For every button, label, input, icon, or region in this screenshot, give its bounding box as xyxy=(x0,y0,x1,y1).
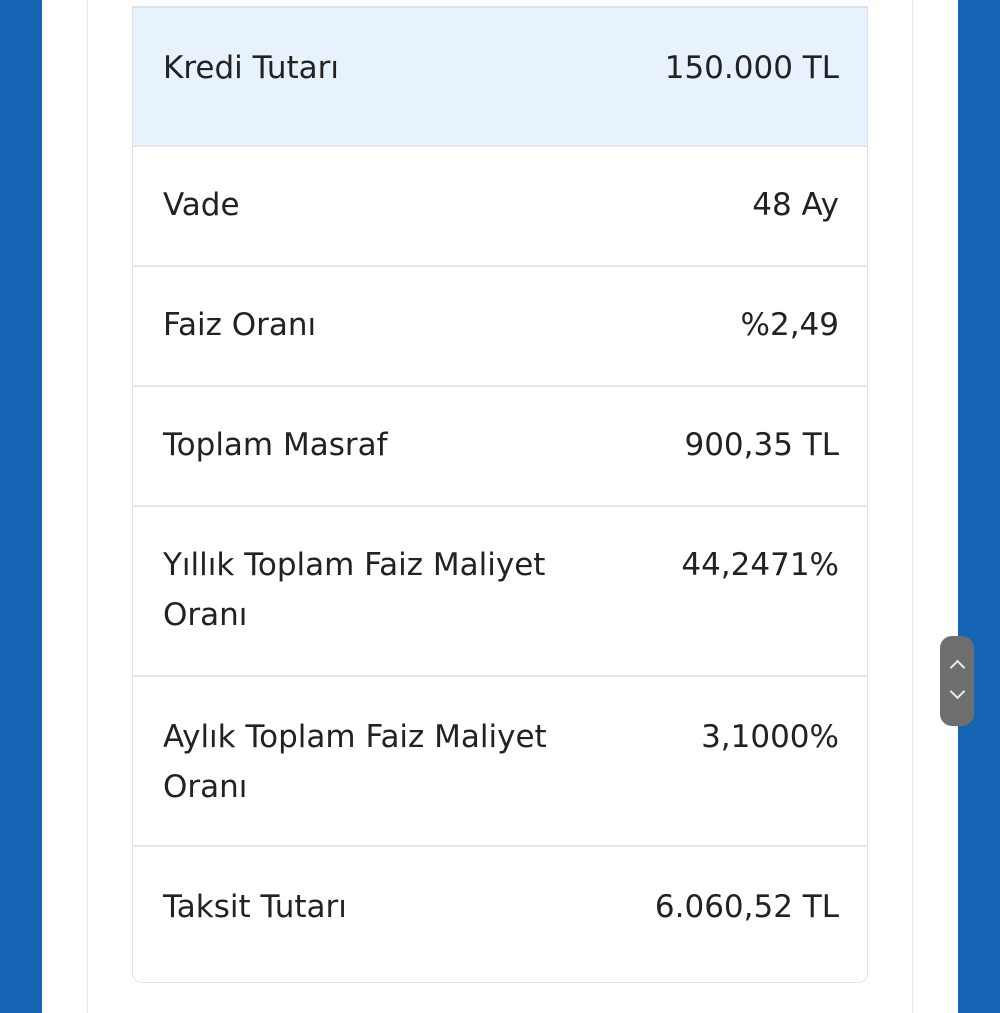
row-value: 44,2471% xyxy=(681,547,839,583)
row-label: Vade xyxy=(163,187,240,223)
table-row-total-fees xyxy=(133,387,867,507)
row-label: Toplam Masraf xyxy=(163,427,388,463)
table-row-interest-rate xyxy=(133,267,867,387)
row-value: 900,35 TL xyxy=(684,427,839,463)
row-label: Kredi Tutarı xyxy=(163,50,339,86)
row-value: 48 Ay xyxy=(752,187,839,223)
row-value: 3,1000% xyxy=(701,719,839,755)
table-row-term xyxy=(133,147,867,267)
chevron-down-icon xyxy=(950,684,966,700)
row-label: Aylık Toplam Faiz Maliyet Oranı xyxy=(163,719,547,805)
row-label: Faiz Oranı xyxy=(163,307,317,343)
table-row-loan-amount xyxy=(133,8,867,147)
loan-details-table xyxy=(132,6,868,983)
row-label: Yıllık Toplam Faiz Maliyet Oranı xyxy=(163,547,546,633)
table-row-annual-cost-rate xyxy=(133,507,867,677)
chevron-up-icon xyxy=(950,660,966,676)
scroll-handle[interactable] xyxy=(940,636,974,726)
table-row-monthly-cost-rate xyxy=(133,677,867,847)
row-value: 6.060,52 TL xyxy=(654,889,839,925)
table-row-installment-amount xyxy=(133,847,867,983)
row-label: Taksit Tutarı xyxy=(163,889,347,925)
row-value: 150.000 TL xyxy=(664,50,839,86)
row-value: %2,49 xyxy=(740,307,839,343)
